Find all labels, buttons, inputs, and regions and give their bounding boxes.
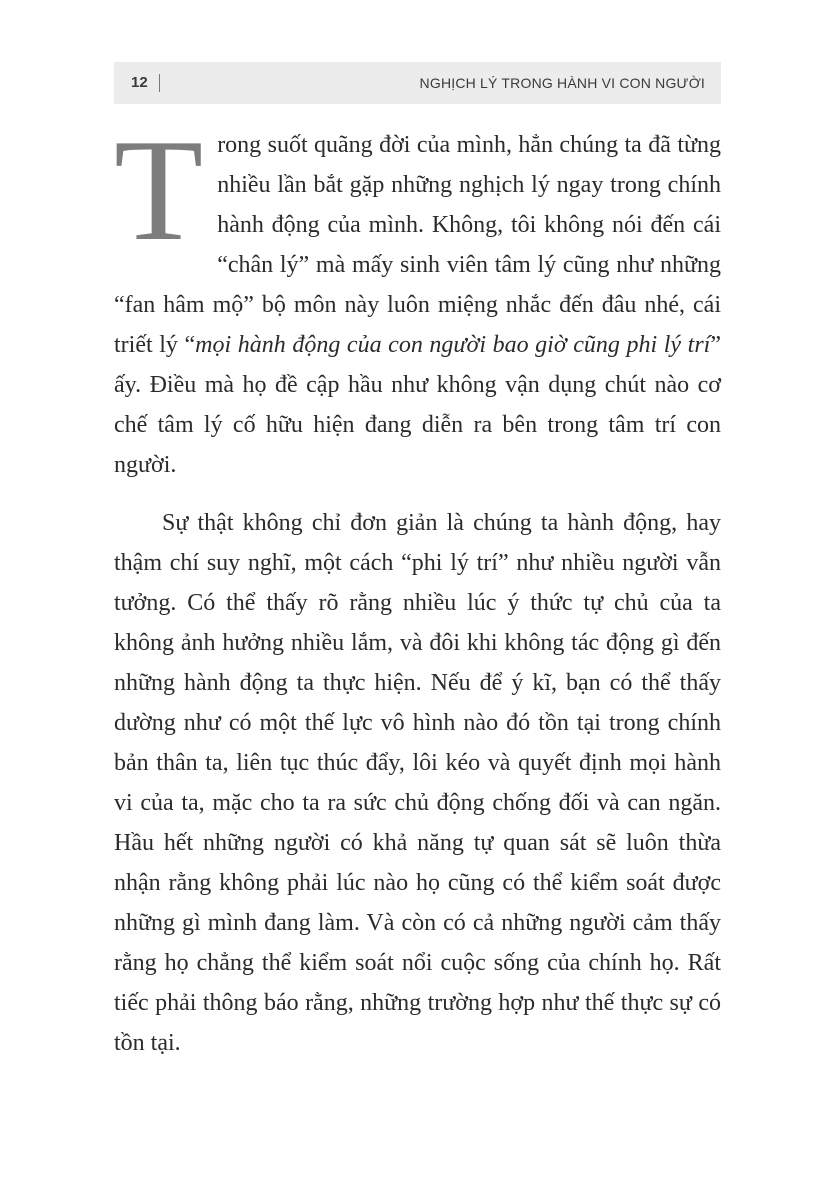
page-body (114, 109, 721, 1063)
paragraph-2: Sự thật không chỉ đơn giản là chúng ta hành động, hay thậm chí suy nghĩ, một cách “phi lý trí” như nhiều người vẫn tưởng. Có thể thấy rõ rằng nhiều lúc ý thức tự chủ của ta không ảnh hưởng nhiều lắm, và đôi khi không tác động gì đến những hành động ta thực hiện. Nếu để ý kĩ, bạn có thể thấy dường như có một thế lực vô hình nào đó tồn tại trong chính bản thân ta, liên tục thúc đẩy, lôi kéo và quyết định mọi hành vi của ta, mặc cho ta ra sức chủ động chống đối và can ngăn. Hầu hết những người có khả năng tự quan sát sẽ luôn thừa nhận rằng không phải lúc nào họ cũng có thể kiểm soát được những gì mình đang làm. Và còn có cả những người cảm thấy rằng họ chẳng thể kiểm soát nổi cuộc sống của chính họ. Rất tiếc phải thông báo rằng, những trường hợp như thế thực sự có tồn tại. (114, 510, 721, 1056)
running-header (114, 62, 721, 104)
paragraph-1-text-b: ” ấy. Điều mà họ đề cập hầu như không vận dụng chút nào cơ chế tâm lý cố hữu hiện đang diễn ra bên trong tâm trí con người. (114, 332, 721, 478)
running-title: NGHỊCH LÝ TRONG HÀNH VI CON NGƯỜI (419, 75, 705, 91)
paragraph-1-italic-quote: mọi hành động của con người bao giờ cũng phi lý trí (195, 332, 711, 358)
header-separator (159, 74, 160, 92)
paragraph-1-text-a: rong suốt quãng đời của mình, hẳn chúng ta đã từng nhiều lần bắt gặp những nghịch lý ngay trong chính hành động của mình. Không, tôi không nói đến cái “chân lý” mà mấy sinh viên tâm lý cũng như những “fan hâm mộ” bộ môn này luôn miệng nhắc đến đâu nhé, cái triết lý “ (114, 132, 721, 358)
drop-cap: T (114, 109, 204, 271)
page-number: 12 (131, 74, 148, 91)
paragraph-1 (114, 109, 721, 485)
